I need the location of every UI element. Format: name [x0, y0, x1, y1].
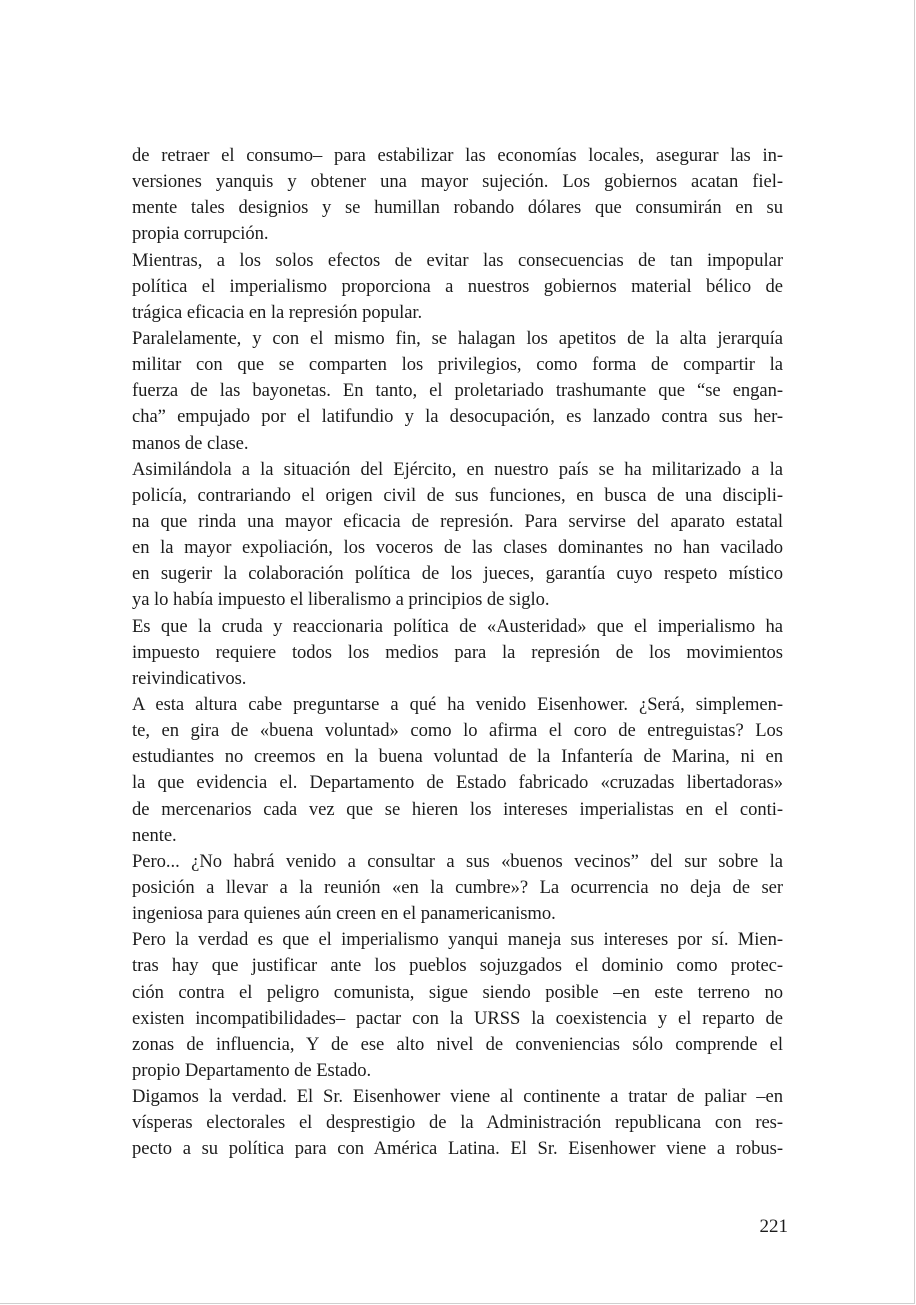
- text-line: vísperas electorales el desprestigio de la Administración republicana con res-: [132, 1112, 783, 1134]
- text-line: nente.: [132, 824, 177, 846]
- text-line: militar con que se comparten los privilegios, como forma de compartir la: [132, 354, 783, 376]
- text-line: zonas de influencia, Y de ese alto nivel de conveniencias sólo comprende el: [132, 1033, 783, 1055]
- text-line: estudiantes no creemos en la buena voluntad de la Infantería de Marina, ni en: [132, 746, 783, 768]
- paragraph: [132, 1084, 783, 1162]
- text-line: na que rinda una mayor eficacia de represión. Para servirse del aparato estatal: [132, 510, 783, 532]
- text-line: pecto a su política para con América Latina. El Sr. Eisenhower viene a robus-: [132, 1138, 783, 1160]
- text-line: Mientras, a los solos efectos de evitar las consecuencias de tan impopular: [132, 249, 783, 271]
- paragraph: [132, 614, 783, 692]
- text-line: en sugerir la colaboración política de los jueces, garantía cuyo respeto místico: [132, 563, 783, 585]
- paragraph: [132, 457, 783, 614]
- text-line: Pero... ¿No habrá venido a consultar a sus «buenos vecinos” del sur sobre la: [132, 850, 783, 872]
- text-line: posición a llevar a la reunión «en la cumbre»? La ocurrencia no deja de ser: [132, 876, 783, 898]
- text-line: te, en gira de «buena voluntad» como lo afirma el coro de entreguistas? Los: [132, 720, 783, 742]
- text-line: política el imperialismo proporciona a nuestros gobiernos material bélico de: [132, 275, 783, 297]
- text-line: Paralelamente, y con el mismo fin, se halagan los apetitos de la alta jerarquía: [132, 327, 783, 349]
- text-line: ya lo había impuesto el liberalismo a principios de siglo.: [132, 589, 550, 611]
- text-line: tras hay que justificar ante los pueblos sojuzgados el dominio como protec-: [132, 955, 783, 977]
- text-line: propia corrupción.: [132, 223, 269, 245]
- text-line: mente tales designios y se humillan robando dólares que consumirán en su: [132, 197, 783, 219]
- paragraph: [132, 692, 783, 849]
- text-line: reivindicativos.: [132, 667, 247, 689]
- text-line: la que evidencia el. Departamento de Estado fabricado «cruzadas libertadoras»: [132, 772, 783, 794]
- paragraph: [132, 143, 783, 248]
- text-line: impuesto requiere todos los medios para la represión de los movimientos: [132, 641, 783, 663]
- paragraph: [132, 248, 783, 326]
- page-number: 221: [759, 1216, 788, 1237]
- text-line: propio Departamento de Estado.: [132, 1059, 372, 1081]
- text-line: versiones yanquis y obtener una mayor sujeción. Los gobiernos acatan fiel-: [132, 171, 783, 193]
- paragraph: [132, 927, 783, 1084]
- text-line: fuerza de las bayonetas. En tanto, el proletariado trashumante que “se engan-: [132, 380, 783, 402]
- text-line: existen incompatibilidades– pactar con la URSS la coexistencia y el reparto de: [132, 1007, 783, 1029]
- text-line: ción contra el peligro comunista, sigue siendo posible –en este terreno no: [132, 981, 783, 1003]
- text-line: de mercenarios cada vez que se hieren los intereses imperialistas en el conti-: [132, 798, 783, 820]
- text-line: policía, contrariando el origen civil de sus funciones, en busca de una discipli-: [132, 484, 783, 506]
- paragraph: [132, 849, 783, 927]
- text-line: A esta altura cabe preguntarse a qué ha venido Eisenhower. ¿Será, simplemen-: [132, 693, 783, 715]
- body-text: [132, 143, 783, 1162]
- text-line: Digamos la verdad. El Sr. Eisenhower viene al continente a tratar de paliar –en: [132, 1086, 783, 1108]
- text-line: Pero la verdad es que el imperialismo yanqui maneja sus intereses por sí. Mien-: [132, 929, 783, 951]
- text-line: ingeniosa para quienes aún creen en el panamericanismo.: [132, 903, 556, 925]
- text-line: de retraer el consumo– para estabilizar las economías locales, asegurar las in-: [132, 145, 783, 166]
- text-line: Asimilándola a la situación del Ejército, en nuestro país se ha militarizado a la: [132, 458, 783, 480]
- paragraph: [132, 326, 783, 457]
- text-line: Es que la cruda y reaccionaria política de «Austeridad» que el imperialismo ha: [132, 615, 783, 637]
- text-line: en la mayor expoliación, los voceros de las clases dominantes no han vacilado: [132, 537, 783, 559]
- text-line: trágica eficacia en la represión popular.: [132, 301, 423, 323]
- text-line: manos de clase.: [132, 432, 249, 454]
- text-line: cha” empujado por el latifundio y la desocupación, es lanzado contra sus her-: [132, 406, 783, 428]
